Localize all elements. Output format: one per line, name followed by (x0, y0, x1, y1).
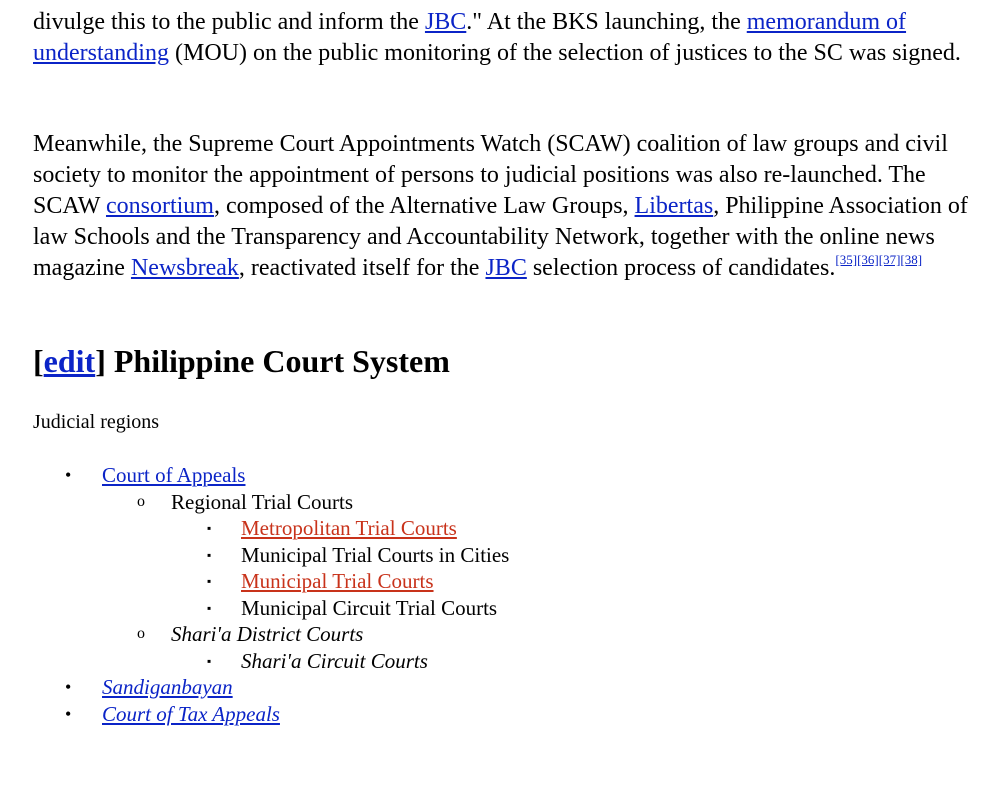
heading-bracket-close: ] (95, 343, 114, 379)
bullet-circle: o (137, 625, 145, 642)
bullet-square: ▪ (207, 547, 212, 562)
link-jbc-2[interactable]: JBC (485, 255, 527, 281)
bullet-square: ▪ (207, 600, 212, 615)
bullet-disc: • (65, 703, 72, 724)
p2-text-2: , composed of the Alternative Law Groups, (213, 193, 635, 219)
p1-text-2: ." At the BKS launching, the (466, 9, 747, 35)
link-court-of-appeals[interactable]: Court of Appeals (102, 463, 246, 487)
paragraph-scaw (33, 129, 983, 284)
p2-text-4: , reactivated itself for the (238, 255, 486, 281)
caption-judicial-regions: Judicial regions (33, 411, 160, 433)
bullet-disc: • (65, 677, 72, 697)
label-municipal-circuit-trial-courts: Municipal Circuit Trial Courts (241, 595, 498, 620)
reference-37[interactable]: [37] (878, 252, 901, 267)
section-title: Philippine Court System (113, 343, 450, 379)
paragraph-bks-launching (33, 7, 983, 69)
bullet-square: ▪ (207, 574, 212, 588)
section-heading (33, 341, 450, 381)
link-consortium[interactable]: consortium (105, 193, 214, 219)
label-sharia-district-courts: Shari'a District Courts (171, 622, 364, 646)
p1-text-3: (MOU) on the public monitoring of the selection of justices to the SC was signed. (168, 40, 961, 66)
heading-bracket-open: [ (33, 343, 44, 379)
link-libertas[interactable]: Libertas (634, 193, 714, 219)
bullet-disc: • (65, 465, 72, 485)
redlink-municipal-trial-courts[interactable]: Municipal Trial Courts (241, 569, 434, 593)
reference-group (835, 252, 922, 267)
edit-section-link[interactable]: edit (43, 343, 96, 379)
reference-36[interactable]: [36] (857, 252, 879, 267)
bullet-square: ▪ (207, 653, 212, 668)
label-municipal-trial-courts-in-cities: Municipal Trial Courts in Cities (241, 542, 510, 567)
label-regional-trial-courts: Regional Trial Courts (171, 489, 354, 514)
link-memorandum-of-understanding[interactable]: memorandum of understanding (33, 9, 907, 66)
bullet-square: ▪ (207, 521, 212, 535)
link-court-of-tax-appeals[interactable]: Court of Tax Appeals (102, 701, 280, 726)
label-sharia-circuit-courts: Shari'a Circuit Courts (241, 648, 428, 673)
p1-text-1: divulge this to the public and inform the (33, 9, 425, 35)
p2-text-3: , Philippine Association of law Schools and the Transparency and Accountability Network, together with the online news magazine (33, 193, 968, 281)
redlink-metropolitan-trial-courts[interactable]: Metropolitan Trial Courts (241, 516, 457, 540)
link-jbc[interactable]: JBC (424, 9, 467, 35)
p2-text-1: Meanwhile, the Supreme Court Appointments Watch (SCAW) coalition of law groups and civil society to monitor the appointment of persons to judicial positions was also re-launched. The SCAW (33, 131, 948, 219)
p2-text-5: selection process of candidates. (526, 255, 836, 281)
link-newsbreak[interactable]: Newsbreak (130, 255, 239, 281)
reference-38[interactable]: [38] (900, 252, 923, 267)
link-sandiganbayan[interactable]: Sandiganbayan (102, 675, 233, 699)
reference-35[interactable]: [35] (835, 252, 858, 267)
bullet-circle: o (137, 492, 145, 510)
